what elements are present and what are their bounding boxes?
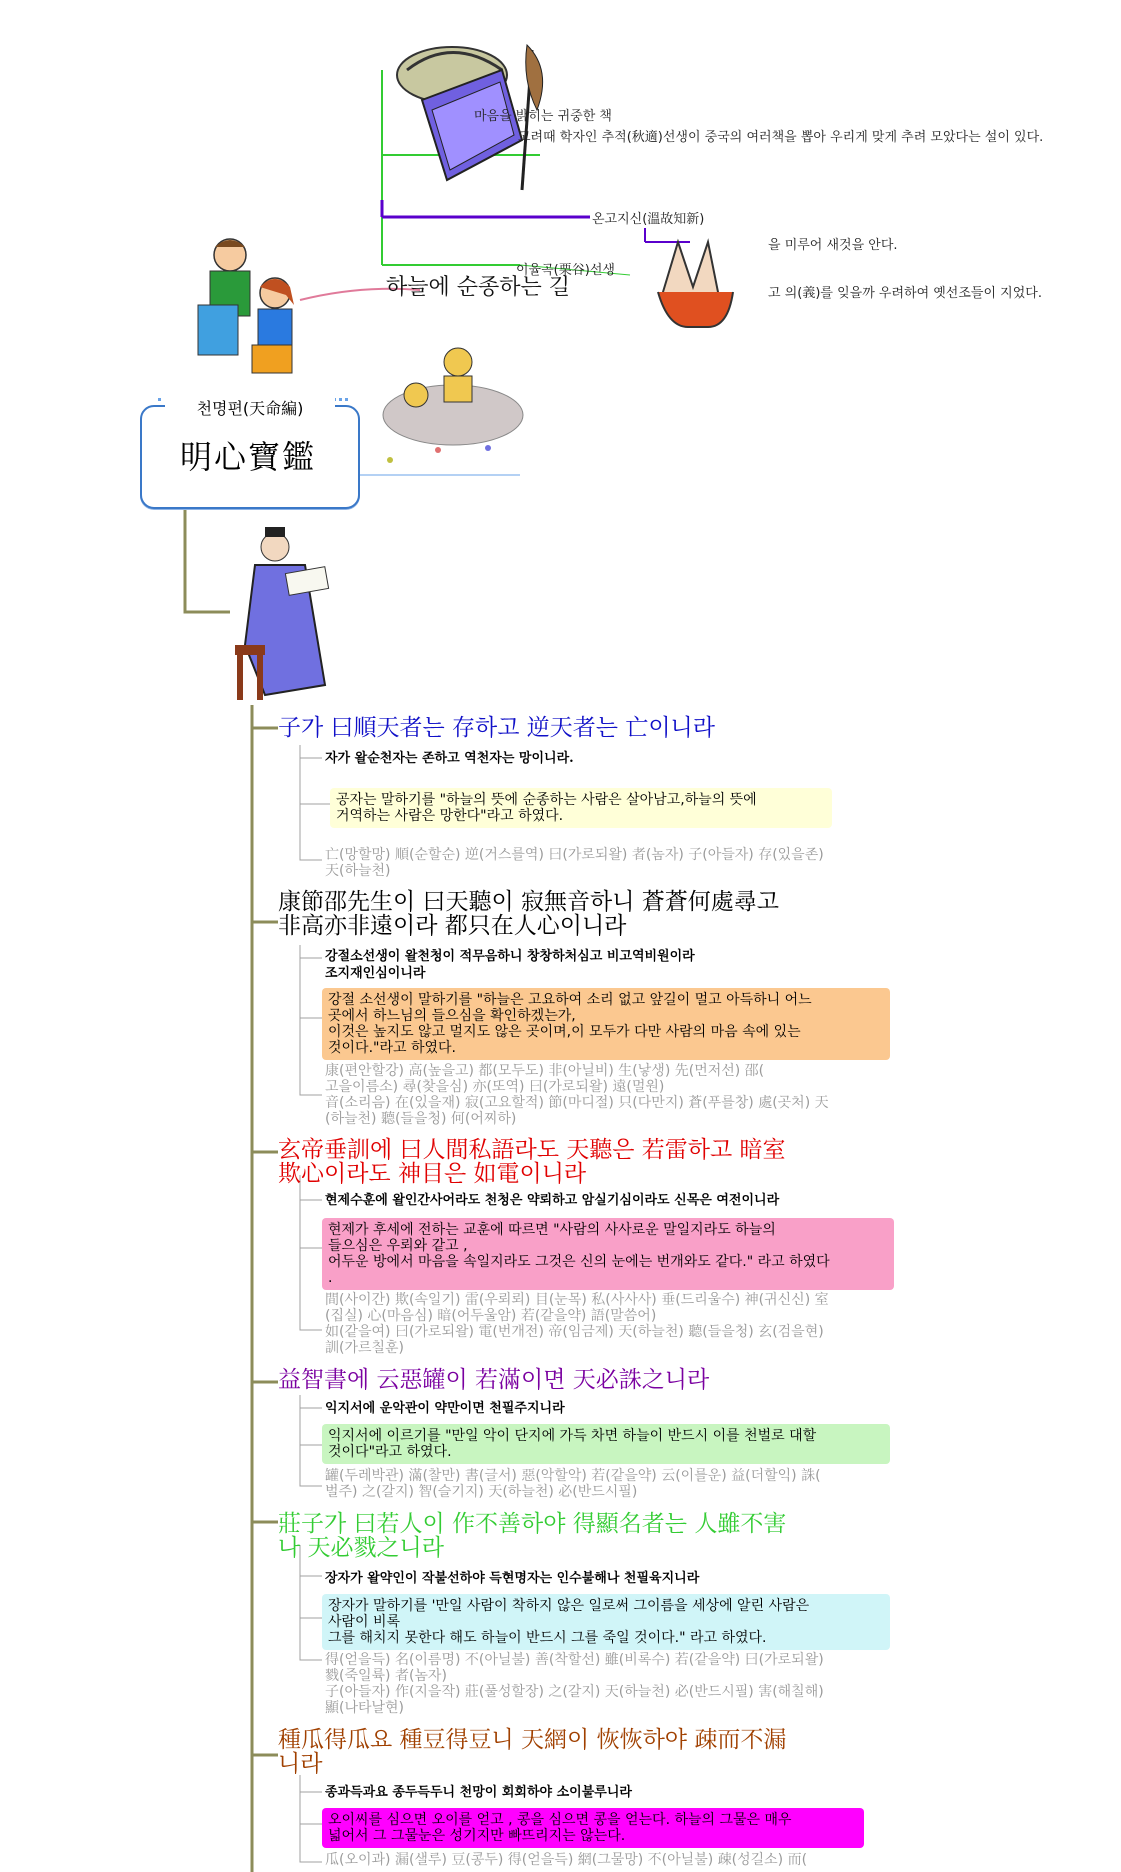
chars-1: 康(편안할강) 高(높을고) 都(모두도) 非(아닐비) 生(낳생) 先(먼저선) 邵( 고을이름소) 尋(찾을심) 亦(또역) 曰(가로되왈) 遠(멀원) 音(소리음) 在(있을재) 寂(고요할적) 節(마디절) 只(다만지) 蒼(푸를창) 處(곳처) 天 (하늘천) 聽(들을청) 何(어찌하) xyxy=(325,1063,829,1127)
ongo-title[interactable]: 온고지신(溫故知新) xyxy=(592,212,705,227)
chars-0: 亡(망할망) 順(순할순) 逆(거스를역) 曰(가로되왈) 者(놈자) 子(아들자) 存(있을존) 天(하늘천) xyxy=(325,847,824,879)
translation-2: 현제가 후세에 전하는 교훈에 따르면 "사람의 사사로운 말일지라도 하늘의 들으심은 우뢰와 같고 , 어두운 방에서 마음을 속일지라도 그것은 신의 눈에는 번개와도 같다." 라고 하였다 . xyxy=(322,1218,894,1290)
heaven-path-node[interactable]: 하늘에 순종하는 길 xyxy=(386,275,571,300)
translation-4: 장자가 말하기를 '만일 사람이 착하지 않은 일로써 그이름을 세상에 알린 사람은 사람이 비록 그를 해치지 못한다 해도 하늘이 반드시 그를 죽일 것이다." 라고 하였다. xyxy=(322,1594,890,1650)
reading-3: 익지서에 운악관이 약만이면 천필주지니라 xyxy=(325,1401,565,1416)
reading-1: 강절소선생이 왈천청이 적무음하니 창창하처심고 비고역비원이라 조지재인심이니라 xyxy=(325,949,695,981)
saying-2[interactable]: 玄帝垂訓에 曰人間私語라도 天聽은 若雷하고 暗室 欺心이라도 神目은 如電이니라 xyxy=(278,1137,786,1187)
angels-cloud-illustration xyxy=(378,340,528,470)
root-top-label: 천명편(天命編) xyxy=(165,396,335,419)
saying-5[interactable]: 種瓜得瓜요 種豆得豆니 天網이 恢恢하야 疎而不漏 니라 xyxy=(278,1727,787,1777)
chars-4: 得(얻을득) 名(이름명) 不(아닐불) 善(착할선) 雖(비록수) 若(같을약) 曰(가로되왈) 戮(죽일륙) 者(놈자) 子(아들자) 作(지을작) 莊(풀성할장) 之(갈지) 天(하늘천) 必(반드시필) 害(해칠해) 顯(나타날현) xyxy=(325,1652,824,1716)
scholar-illustration xyxy=(225,525,355,703)
reading-4: 장자가 왈약인이 작불선하야 득현명자는 인수불해나 천필육지니라 xyxy=(325,1571,700,1586)
reading-2: 현제수훈에 왈인간사어라도 천청은 약뢰하고 암실기심이라도 신목은 여전이니라 xyxy=(325,1193,780,1208)
praying-hands-illustration xyxy=(638,232,748,332)
saying-1[interactable]: 康節邵先生이 曰天聽이 寂無音하니 蒼蒼何處尋고 非高亦非遠이라 都只在人心이니라 xyxy=(278,889,780,939)
book-title[interactable]: 마음을 밝히는 귀중한 책 xyxy=(474,109,612,124)
translation-3: 익지서에 이르기를 "만일 악이 단지에 가득 차면 하늘이 반드시 이를 천벌로 대할 것이다"라고 하였다. xyxy=(322,1424,890,1464)
saying-0[interactable]: 子가 曰順天者는 存하고 逆天者는 亡이니라 xyxy=(278,715,715,741)
translation-1: 강절 소선생이 말하기를 "하늘은 고요하여 소리 없고 앞길이 멀고 아득하니 어느 곳에서 하느님의 들으심을 확인하겠는가, 이것은 높지도 않고 멀지도 않은 곳이며,이 모두가 다만 사람의 마음 속에 있는 것이다."라고 하였다. xyxy=(322,988,890,1060)
translation-5: 오이씨를 심으면 오이를 얻고 , 콩을 심으면 콩을 얻는다. 하늘의 그물은 매우 넓어서 그 그물눈은 성기지만 빠뜨리지는 않는다. xyxy=(322,1808,864,1848)
translation-0: 공자는 말하기를 "하늘의 뜻에 순종하는 사람은 살아남고,하늘의 뜻에 거역하는 사람은 망한다"라고 하였다. xyxy=(330,788,832,828)
yulgok-title[interactable]: 이율곡(栗谷)선생 xyxy=(516,263,615,278)
children-reading-illustration xyxy=(190,235,310,385)
chars-2: 間(사이간) 欺(속일기) 雷(우뢰뢰) 目(눈목) 私(사사사) 垂(드리울수) 神(귀신신) 室 (집실) 心(마음심) 暗(어두울암) 若(같을약) 語(말씀어) 如(같을여) 曰(가로되왈) 電(번개전) 帝(임금제) 天(하늘천) 聽(들을청) 玄(검을현) 訓(가르칠훈) xyxy=(325,1292,829,1356)
yulgok-description: 고 의(義)를 잊을까 우려하여 옛선조들이 지었다. xyxy=(768,286,1042,301)
ongo-description: 을 미루어 새것을 안다. xyxy=(768,238,898,253)
reading-5: 종과득과요 종두득두니 천망이 회회하야 소이불루니라 xyxy=(325,1785,632,1800)
chars-3: 罐(두레박관) 滿(찰만) 書(글서) 惡(악할악) 若(같을약) 云(이를운) 益(더할익) 誅( 벌주) 之(갈지) 智(슬기지) 天(하늘천) 必(반드시필) xyxy=(325,1468,821,1500)
reading-0: 자가 왈순천자는 존하고 역천자는 망이니라. xyxy=(325,751,574,766)
book-description: 고려때 학자인 추적(秋適)선생이 중국의 여러책을 뽑아 우리게 맞게 추려 모았다는 설이 있다. xyxy=(518,130,1044,145)
chars-5: 瓜(오이과) 漏(샐루) 豆(콩두) 得(얻을득) 網(그물망) 不(아닐불) 疎(성길소) 而( xyxy=(325,1852,808,1868)
saying-3[interactable]: 益智書에 云惡罐이 若滿이면 天必誅之니라 xyxy=(278,1367,710,1393)
root-title: 明心寶鑑 xyxy=(179,438,316,476)
saying-4[interactable]: 莊子가 曰若人이 作不善하야 得顯名者는 人雖不害 나 天必戮之니라 xyxy=(278,1511,787,1561)
